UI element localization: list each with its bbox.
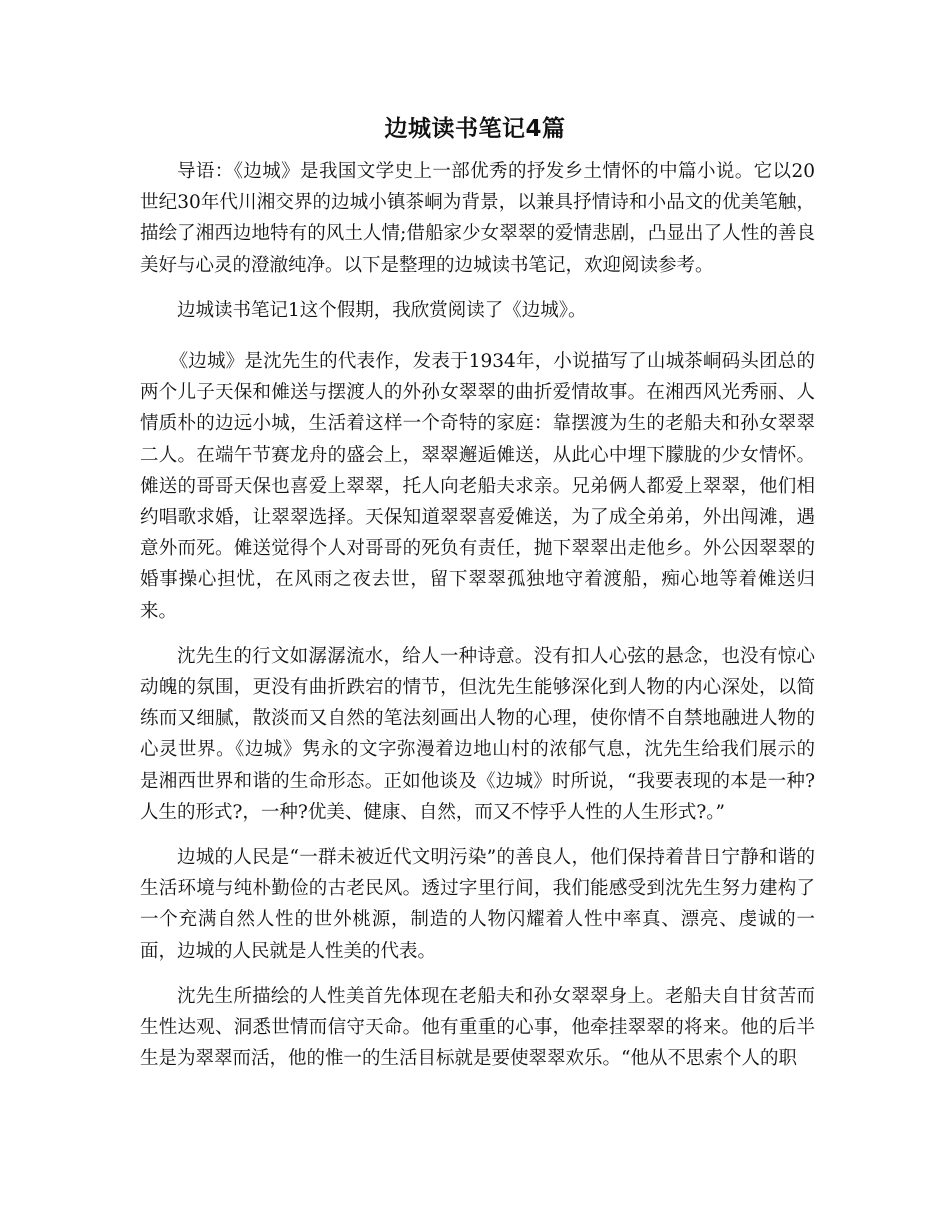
paragraph-human-beauty: 沈先生所描绘的人性美首先体现在老船夫和孙女翠翠身上。老船夫自甘贫苦而生性达观、洞悉世情而信守天命。他有重重的心事，他牵挂翠翠的将来。他的后半生是为翠翠而活，他的惟一的生活目标就是要使翠翠欢乐。“他从不思索个人的职 [140,985,815,1070]
paragraph-people: 边城的人民是“一群未被近代文明污染”的善良人，他们保持着昔日宁静和谐的生活环境与纯朴勤俭的古老民风。透过字里行间，我们能感受到沈先生努力建构了一个充满自然人性的世外桃源，制造的人物闪耀着人性中率真、漂亮、虔诚的一面，边城的人民就是人性美的代表。 [140,847,815,962]
document-body [140,156,815,1088]
paragraph-intro: 导语：《边城》是我国文学史上一部优秀的抒发乡土情怀的中篇小说。它以20世纪30年代川湘交界的边城小镇茶峒为背景，以兼具抒情诗和小品文的优美笔触，描绘了湘西边地特有的风土人情;借船家少女翠翠的爱情悲剧，凸显出了人性的善良美好与心灵的澄澈纯净。以下是整理的边城读书笔记，欢迎阅读参考。 [140,161,815,276]
paragraph-writing-style: 沈先生的行文如潺潺流水，给人一种诗意。没有扣人心弦的悬念，也没有惊心动魄的氛围，更没有曲折跌宕的情节，但沈先生能够深化到人物的内心深处，以简练而又细腻，散淡而又自然的笔法刻画出人物的心理，使你情不自禁地融进人物的心灵世界。《边城》隽永的文字弥漫着边地山村的浓郁气息，沈先生给我们展示的是湘西世界和谐的生命形态。正如他谈及《边城》时所说，“我要表现的本是一种?人生的形式?，一种?优美、健康、自然，而又不悖乎人性的人生形式?。” [140,645,815,823]
paragraph-note-heading: 边城读书笔记1这个假期，我欣赏阅读了《边城》。 [177,299,587,321]
document-title: 边城读书笔记4篇 [384,116,566,142]
paragraph-plot-summary: 《边城》是沈先生的代表作，发表于1934年，小说描写了山城茶峒码头团总的两个儿子天保和傩送与摆渡人的外孙女翠翠的曲折爱情故事。在湘西风光秀丽、人情质朴的边远小城，生活着这样一个奇特的家庭：靠摆渡为生的老船夫和孙女翠翠二人。在端午节赛龙舟的盛会上，翠翠邂逅傩送，从此心中埋下朦胧的少女情怀。傩送的哥哥天保也喜爱上翠翠，托人向老船夫求亲。兄弟俩人都爱上翠翠，他们相约唱歌求婚，让翠翠选择。天保知道翠翠喜爱傩送，为了成全弟弟，外出闯滩，遇意外而死。傩送觉得个人对哥哥的死负有责任，抛下翠翠出走他乡。外公因翠翠的婚事操心担忧，在风雨之夜去世，留下翠翠孤独地守着渡船，痴心地等着傩送归来。 [140,351,815,622]
